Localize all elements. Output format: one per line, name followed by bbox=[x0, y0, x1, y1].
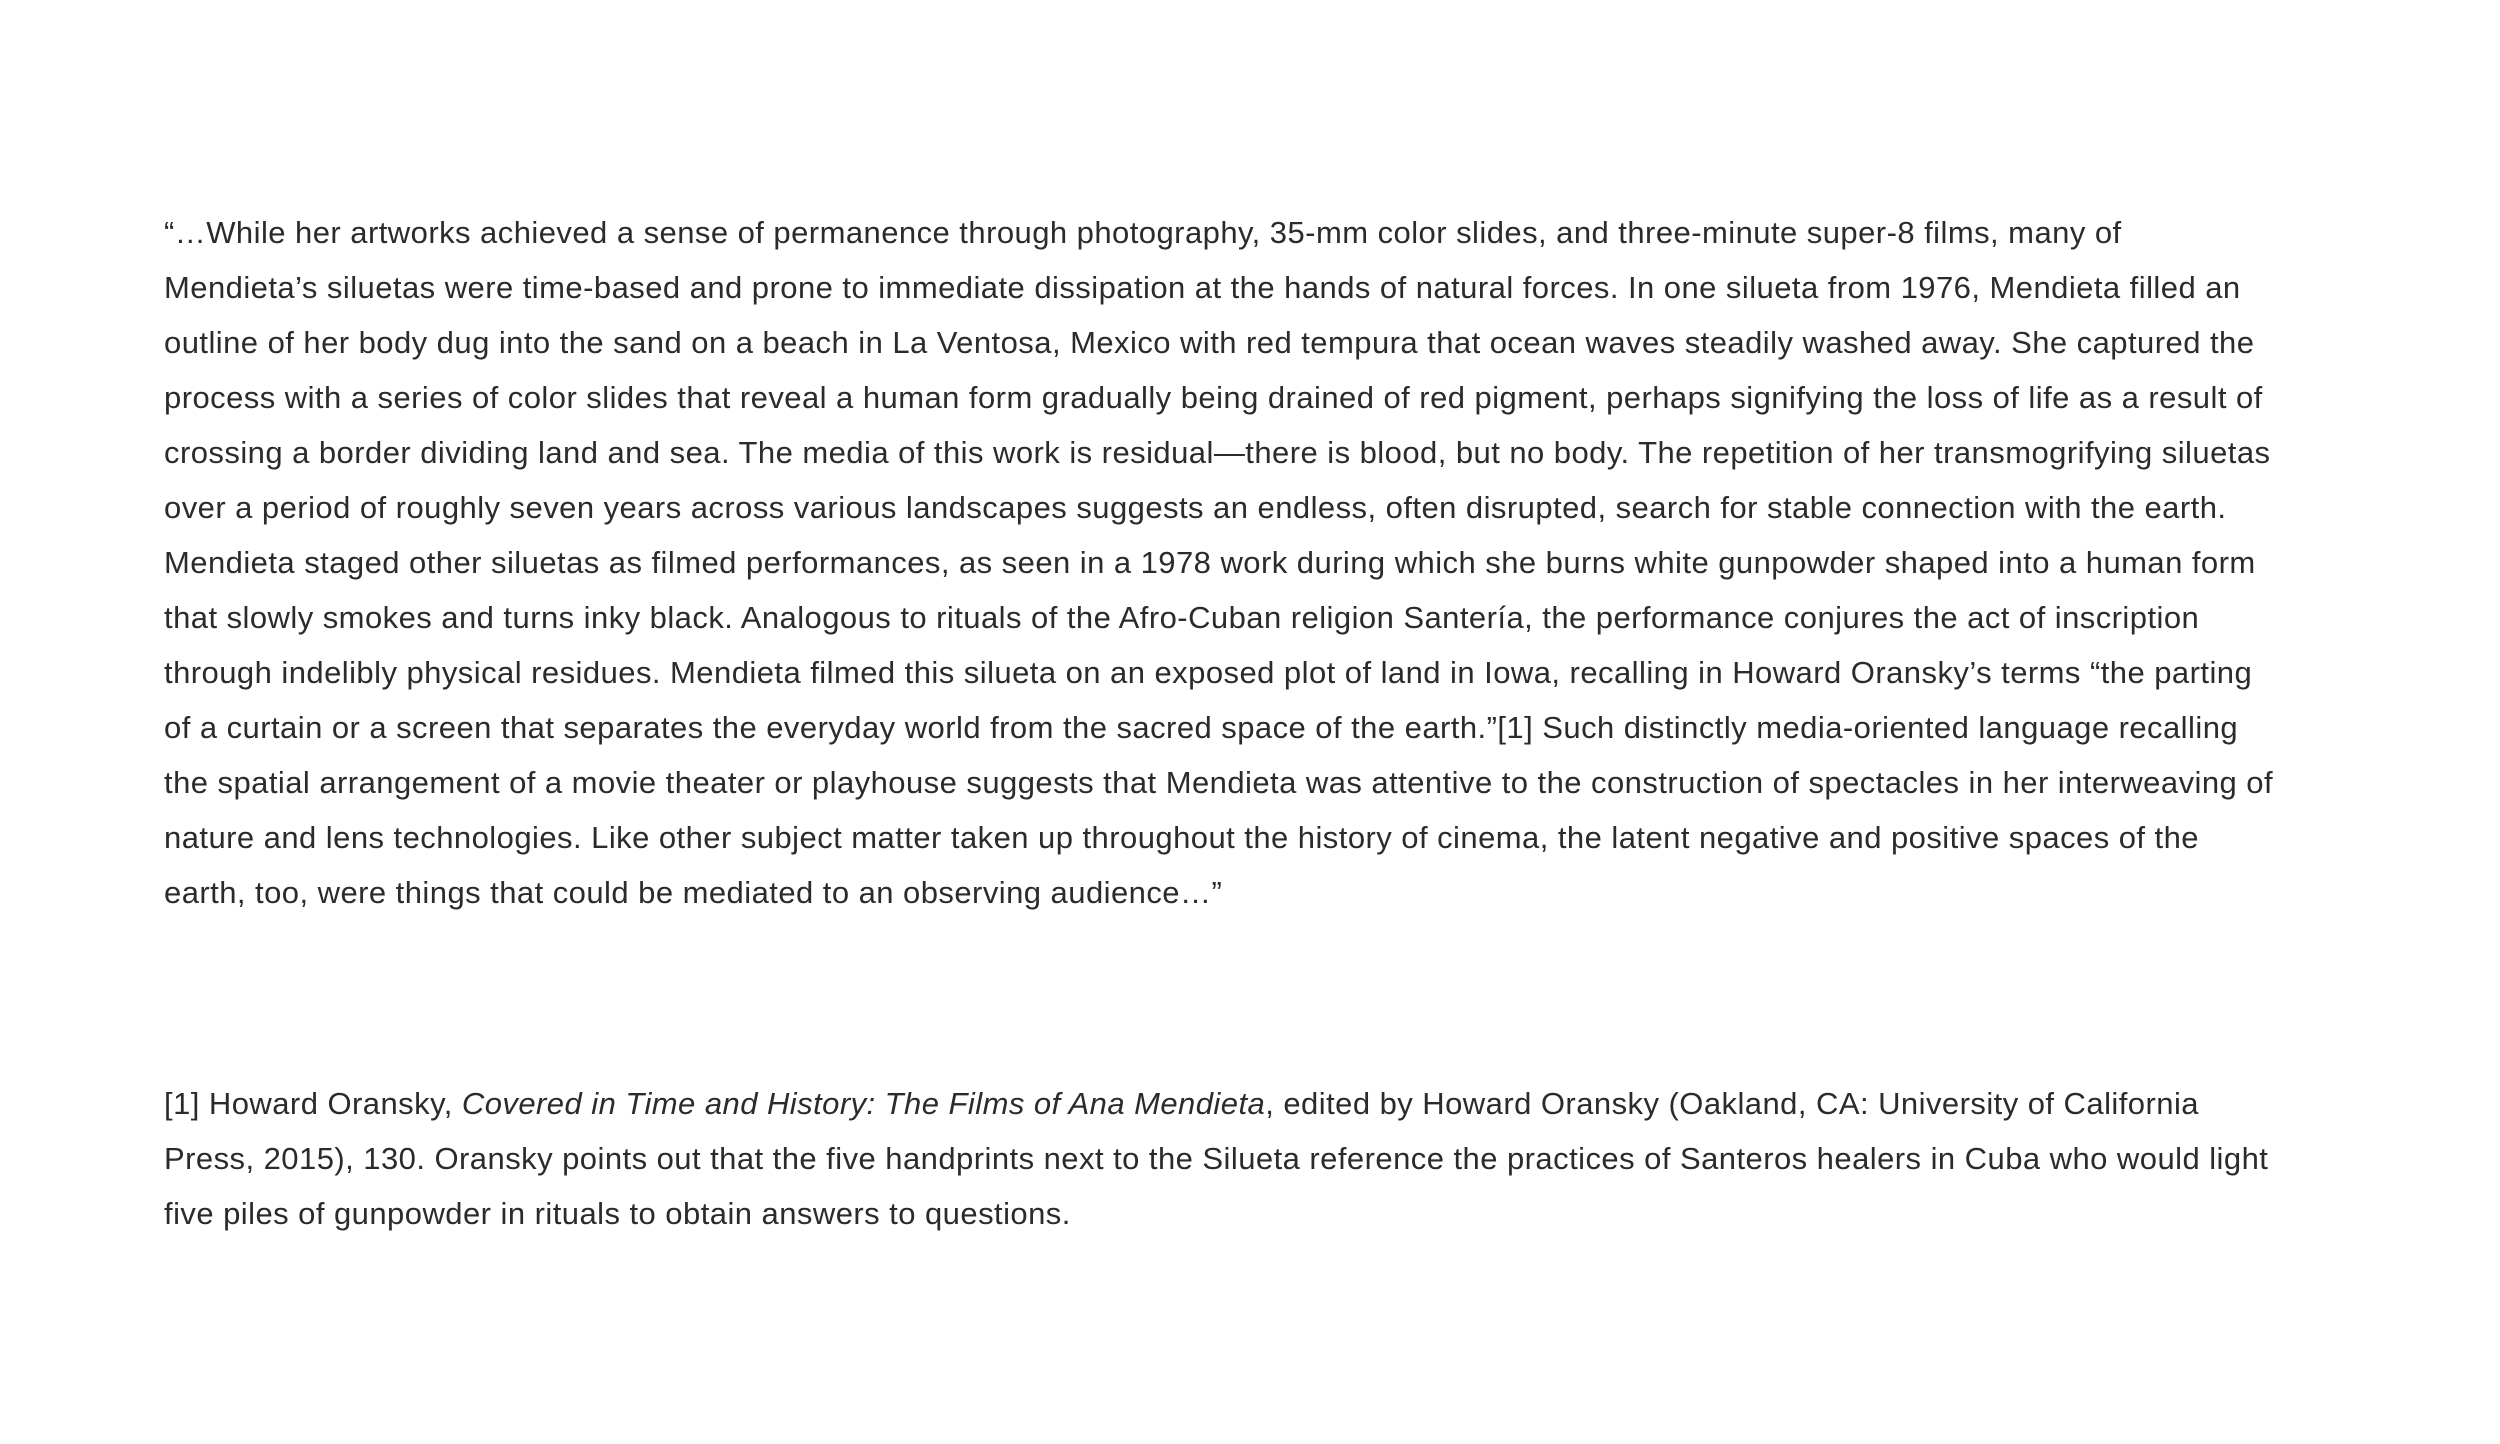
footnote-book-title: Covered in Time and History: The Films of Ana Mendieta bbox=[461, 1086, 1266, 1121]
excerpt-paragraph: “…While her artworks achieved a sense of permanence through photography, 35-mm color slides, and three-minute super-8 films, many of Mendieta’s siluetas were time-based and prone to immediate dissipation at the hands of natural forces. In one silueta from 1976, Mendieta filled an outline of her body dug into the sand on a beach in La Ventosa, Mexico with red tempura that ocean waves steadily washed away. She captured the process with a series of color slides that reveal a human form gradually being drained of red pigment, perhaps signifying the loss of life as a result of crossing a border dividing land and sea. The media of this work is residual—there is blood, but no body. The repetition of her transmogrifying siluetas over a period of roughly seven years across various landscapes suggests an endless, often disrupted, search for stable connection with the earth. Mendieta staged other siluetas as filmed performances, as seen in a 1978 work during which she burns white gunpowder shaped into a human form that slowly smokes and turns inky black. Analogous to rituals of the Afro-Cuban religion Santería, the performance conjures the act of inscription through indelibly physical residues. Mendieta filmed this silueta on an exposed plot of land in Iowa, recalling in Howard Oransky’s terms “the parting of a curtain or a screen that separates the everyday world from the sacred space of the earth.”[1] Such distinctly media-oriented language recalling the spatial arrangement of a movie theater or playhouse suggests that Mendieta was attentive to the construction of spectacles in her interweaving of nature and lens technologies. Like other subject matter taken up throughout the history of cinema, the latent negative and positive spaces of the earth, too, were things that could be mediated to an observing audience…” bbox=[164, 215, 2274, 910]
footnote-marker-author: [1] Howard Oransky, bbox=[164, 1086, 462, 1121]
footnote-paragraph bbox=[164, 1076, 2284, 1241]
footnote-citation-rest: , edited by Howard Oransky (Oakland, CA: University of California Press, 2015), 130. Oransky points out that the five handprints next to the Silueta reference the practices of Santeros healers in Cuba who would light five piles of gunpowder in rituals to obtain answers to questions. bbox=[164, 1086, 2269, 1231]
